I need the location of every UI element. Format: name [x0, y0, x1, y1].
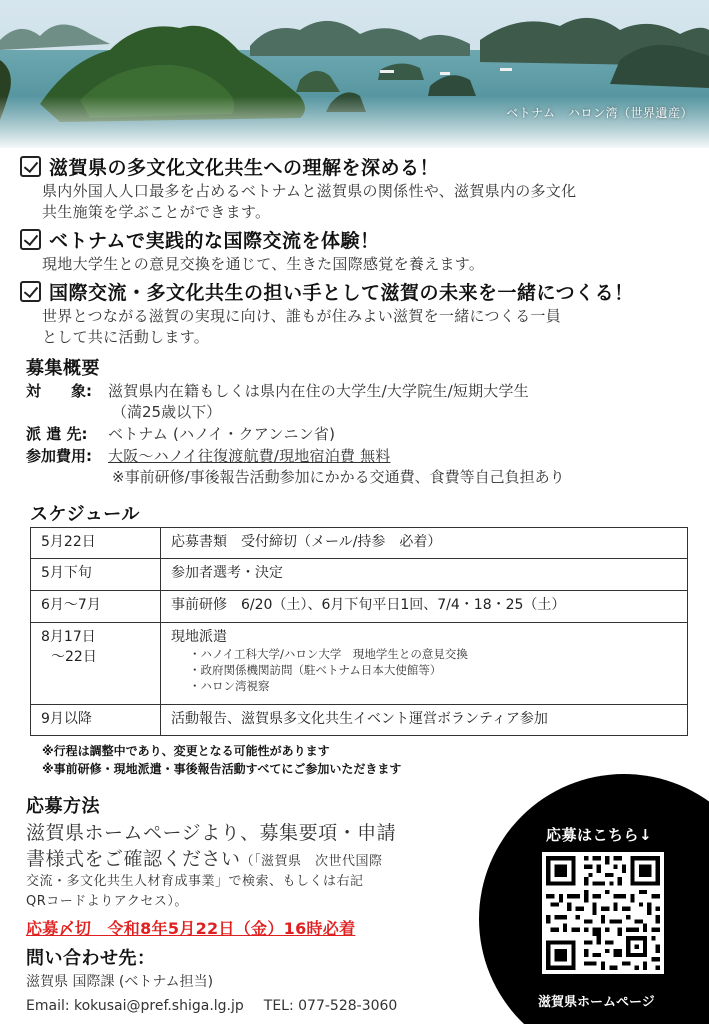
contact-body: [26, 970, 446, 1018]
benefits-list: [20, 152, 700, 350]
destination-row: [26, 424, 686, 445]
schedule-sub-item: ・ハロン湾視察: [189, 679, 270, 693]
application-deadline: 応募〆切 令和8年5月22日（金）16時必着: [26, 919, 356, 938]
apply-line: QRコードよりアクセス）。: [26, 894, 188, 909]
benefit-desc-line: 共生施策を学ぶことができます。: [42, 203, 271, 221]
contact-section: [26, 944, 446, 1018]
schedule-desc: [161, 623, 688, 705]
benefit-title: 滋賀県の多文化文化共生への理解を深める！: [49, 156, 440, 179]
contact-email[interactable]: Email: kokusai@pref.shiga.lg.jp: [26, 998, 244, 1014]
schedule-sub-item: ・ハノイ工科大学/ハロン大学 現地学生との意見交換: [189, 647, 468, 661]
benefit-title: 国際交流・多文化共生の担い手として滋賀の未来を一緒につくる！: [49, 281, 634, 304]
apply-line-text: 書様式をご確認ください: [26, 848, 241, 870]
table-row: [31, 559, 688, 591]
target-note: （満25歳以下）: [112, 403, 222, 421]
apply-line: [26, 846, 446, 872]
destination-label: 派 遣 先:: [26, 425, 88, 443]
benefit-description: [20, 181, 700, 223]
halong-bay-illustration: [0, 0, 709, 148]
contact-line: [26, 994, 446, 1018]
checkbox-icon: [20, 229, 41, 250]
apply-title: 応募方法: [26, 796, 100, 817]
target-value: 滋賀県内在籍もしくは県内在住の大学生/大学院生/短期大学生: [108, 382, 529, 400]
table-row: [31, 528, 688, 559]
qr-code-icon[interactable]: [542, 852, 664, 974]
schedule-table: [30, 527, 688, 736]
benefit-description: [20, 306, 700, 348]
hero-photo: [0, 0, 709, 148]
schedule-note: ※事前研修・現地派遣・事後報告活動すべてにご参加いただきます: [42, 762, 402, 776]
target-row: [26, 381, 686, 402]
table-row: [31, 623, 688, 705]
recruitment-overview: [26, 354, 686, 488]
hero-caption: ベトナム ハロン湾（世界遺産）: [506, 106, 693, 120]
table-row: [31, 591, 688, 623]
schedule-sub-item: ・政府関係機関訪問（駐ベトナム日本大使館等）: [189, 663, 442, 677]
benefit-item: [20, 225, 700, 275]
schedule-date: 6月～7月: [31, 591, 161, 623]
contact-org: 滋賀県 国際課 (ベトナム担当): [26, 974, 214, 990]
table-row: [31, 705, 688, 736]
schedule-desc: 参加者選考・決定: [161, 559, 688, 591]
benefit-desc-line: 現地大学生との意見交換を通じて、生きた国際感覚を養えます。: [42, 255, 485, 273]
fee-row: [26, 446, 686, 467]
schedule-date-end: ～22日: [51, 649, 97, 665]
target-label: 対 象:: [26, 382, 92, 400]
fee-value: 大阪～ハノイ往復渡航費/現地宿泊費 無料: [108, 447, 391, 465]
schedule-desc: 事前研修 6/20（土）、6月下旬平日1回、7/4・18・25（土）: [161, 591, 688, 623]
apply-line: 滋賀県ホームページより、募集要項・申請: [26, 822, 397, 844]
schedule-date: 9月以降: [31, 705, 161, 736]
fee-label: 参加費用:: [26, 447, 92, 465]
checkbox-icon: [20, 281, 41, 302]
checkbox-icon: [20, 156, 41, 177]
benefit-desc-line: として共に活動します。: [42, 328, 210, 346]
fee-note: ※事前研修/事後報告活動参加にかかる交通費、食費等自己負担あり: [112, 468, 565, 486]
schedule-date: 5月下旬: [31, 559, 161, 591]
apply-line-small: （「滋賀県 次世代国際: [240, 854, 383, 869]
benefit-desc-line: 世界とつながる滋賀の実現に向け、誰もが住みよい滋賀を一緒につくる一員: [42, 307, 562, 325]
schedule-date: 5月22日: [31, 528, 161, 559]
schedule-title: スケジュール: [30, 504, 140, 525]
schedule-note: ※行程は調整中であり、変更となる可能性があります: [42, 744, 330, 758]
apply-line: 交流・多文化共生人材育成事業」で検索、もしくは右記: [26, 874, 364, 889]
application-section: [26, 792, 446, 939]
qr-code-graphic: [542, 852, 664, 974]
schedule-desc-main: 現地派遣: [171, 629, 227, 645]
qr-heading: 応募はこちら↓: [546, 826, 653, 844]
destination-value: ベトナム (ハノイ・クアンニン省): [108, 425, 336, 443]
contact-title: 問い合わせ先：: [26, 948, 156, 969]
benefit-item: [20, 277, 700, 348]
benefit-item: [20, 152, 700, 223]
benefit-desc-line: 県内外国人人口最多を占めるベトナムと滋賀県の関係性や、滋賀県内の多文化: [42, 182, 577, 200]
schedule-desc: 活動報告、滋賀県多文化共生イベント運営ボランティア参加: [161, 705, 688, 736]
qr-caption: 滋賀県ホームページ: [538, 995, 655, 1010]
apply-body: [26, 820, 446, 912]
overview-title: 募集概要: [26, 358, 100, 379]
benefit-description: [20, 254, 700, 275]
schedule-desc: 応募書類 受付締切（メール/持参 必着）: [161, 528, 688, 559]
contact-tel[interactable]: TEL: 077-528-3060: [263, 998, 398, 1014]
schedule-date: [31, 623, 161, 705]
benefit-title: ベトナムで実践的な国際交流を体験！: [49, 229, 380, 252]
schedule-date-start: 8月17日: [41, 629, 96, 645]
